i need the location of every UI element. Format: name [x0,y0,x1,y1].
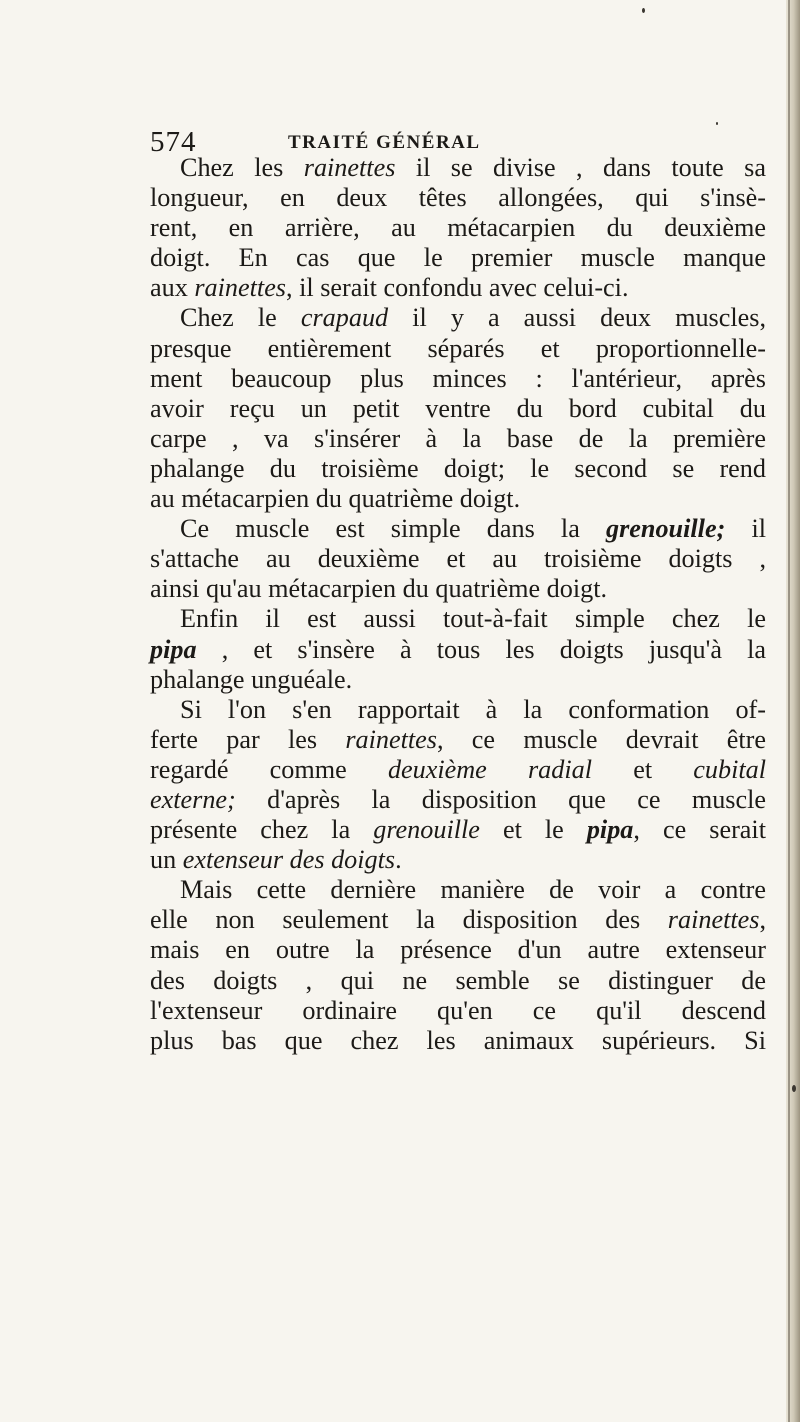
text-line: aux rainettes, il serait confondu avec celui-ci. [150,273,629,303]
text-line: Mais cette dernière manière de voir a contre [180,875,766,905]
text-line: s'attache au deuxième et au troisième doigts , [150,544,766,574]
text-line: ment beaucoup plus minces : l'antérieur, après [150,363,766,393]
italic-term: cubital [693,754,766,784]
italic-term: pipa [150,634,197,664]
page-number: 574 [150,126,197,158]
ink-speck [642,8,645,13]
text-line: l'extenseur ordinaire qu'en ce qu'il descend [150,995,766,1025]
italic-term: grenouille; [605,514,726,544]
italic-term: crapaud [300,303,389,333]
italic-term: externe; [150,784,236,814]
text-line: longueur, en deux têtes allongées, qui s'insè- [150,183,766,213]
text-line: au métacarpien du quatrième doigt. [150,484,521,514]
text-line: pipa , et s'insère à tous les doigts jusqu'à la [150,634,766,664]
text-line: avoir reçu un petit ventre du bord cubital du [150,393,766,423]
text-line: un extenseur des doigts. [150,845,402,875]
running-title: TRAITÉ GÉNÉRAL [288,132,481,153]
page-edge-line [788,0,790,1422]
text-line: ainsi qu'au métacarpien du quatrième doigt. [150,574,608,604]
italic-term: deuxième radial [387,754,593,784]
text-line: Enfin il est aussi tout-à-fait simple chez le [180,604,766,634]
text-line: phalange du troisième doigt; le second se rend [150,453,766,483]
body-text [150,153,766,1056]
text-line: Si l'on s'en rapportait à la conformation of- [180,694,766,724]
italic-term: rainettes [667,905,760,935]
text-line: Chez le crapaud il y a aussi deux muscles, [180,303,766,333]
italic-term: rainettes [303,153,396,182]
italic-term: rainettes [345,724,437,754]
text-line: rent, en arrière, au métacarpien du deuxième [150,213,766,243]
text-line: regardé comme deuxième radial et cubital [150,754,766,784]
text-line: carpe , va s'insérer à la base de la première [150,423,766,453]
text-line: externe; d'après la disposition que ce muscle [150,784,766,814]
text-line: ferte par les rainettes, ce muscle devrait être [150,724,767,754]
text-line: elle non seulement la disposition des rainettes, [150,905,766,935]
text-line: présente chez la grenouille et le pipa, ce serait [150,815,766,845]
text-line: doigt. En cas que le premier muscle manque [150,243,766,273]
text-line: Ce muscle est simple dans la grenouille; il [180,514,766,544]
text-line: phalange unguéale. [150,664,353,694]
text-line: plus bas que chez les animaux supérieurs. Si [150,1025,766,1055]
ink-speck [792,1085,796,1092]
text-line: presque entièrement séparés et proportionnelle- [150,333,766,363]
text-line: des doigts , qui ne semble se distinguer de [150,965,766,995]
text-line: Chez les rainettes il se divise , dans toute sa [180,153,766,182]
text-line: mais en outre la présence d'un autre extenseur [150,935,766,965]
italic-term: pipa [586,815,634,845]
italic-term: grenouille [373,815,480,845]
italic-term: extenseur des doigts [182,845,396,875]
italic-term: rainettes [194,273,287,303]
